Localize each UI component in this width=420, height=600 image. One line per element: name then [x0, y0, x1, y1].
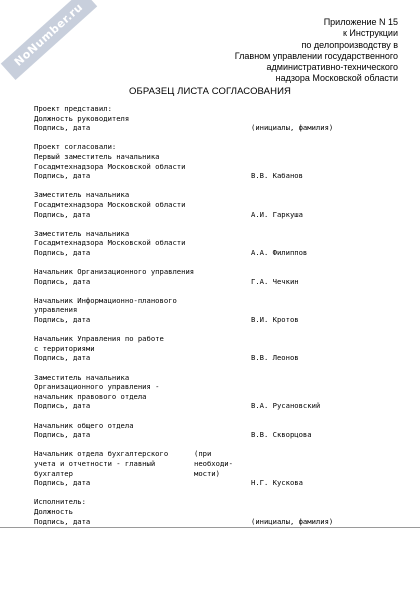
approval-text: Исполнитель:: [34, 497, 86, 507]
approval-text: учета и отчетности - главный: [34, 458, 156, 468]
signatory-name: А.И. Гаркуша: [251, 209, 303, 219]
approval-note: необходи-: [194, 458, 233, 468]
approval-text: Должность: [34, 506, 73, 516]
approval-block: [34, 334, 364, 363]
approval-text: Подпись, дата: [34, 276, 91, 286]
approval-line: [34, 517, 364, 527]
approval-text: Подпись, дата: [34, 478, 91, 488]
appendix-line: по делопроизводству в: [301, 39, 398, 50]
signatory-name: В.В. Леонов: [251, 353, 299, 363]
approval-line: [34, 248, 364, 258]
approval-line: [34, 152, 364, 162]
approval-line: [34, 469, 364, 479]
signatory-name: Н.Г. Кускова: [251, 478, 303, 488]
approval-line: [34, 210, 364, 220]
approval-line: [34, 382, 364, 392]
approval-line: [34, 507, 364, 517]
approval-text: Заместитель начальника: [34, 228, 130, 238]
approval-text: бухгалтер: [34, 468, 73, 478]
approval-line: [34, 430, 364, 440]
approval-block: [34, 190, 364, 219]
approval-line: [34, 200, 364, 210]
approval-line: [34, 123, 364, 133]
approval-line: [34, 229, 364, 239]
approval-text: Госадмтехнадзора Московской области: [34, 238, 186, 248]
signatory-name: В.В. Скворцова: [251, 430, 312, 440]
approval-line: [34, 449, 364, 459]
approval-text: Заместитель начальника: [34, 190, 130, 200]
appendix-line: административно-технического: [266, 62, 398, 73]
approval-text: Начальник Организационного управления: [34, 267, 195, 277]
approval-text: Проект представил:: [34, 104, 112, 113]
approval-line: [34, 162, 364, 172]
approval-text: Заместитель начальника: [34, 372, 130, 382]
approval-line: [34, 478, 364, 488]
approval-text: Подпись, дата: [34, 401, 91, 411]
signatory-name: В.А. Русановский: [251, 401, 321, 411]
approval-text: Первый заместитель начальника: [34, 151, 160, 161]
approval-line: [34, 114, 364, 124]
approval-line: [34, 459, 364, 469]
approval-note: (при: [194, 449, 212, 459]
appendix-line: к Инструкции: [342, 28, 398, 39]
approval-text: Подпись, дата: [34, 209, 91, 219]
approval-list: [34, 104, 364, 536]
approval-text: Подпись, дата: [34, 123, 91, 133]
approval-block: [34, 229, 364, 258]
approval-note: мости): [194, 468, 220, 478]
approval-text: начальник правового отдела: [34, 391, 147, 401]
divider: [0, 527, 420, 528]
approval-text: Начальник общего отдела: [34, 420, 134, 430]
approval-text: Подпись, дата: [34, 171, 91, 181]
approval-text: Организационного управления -: [34, 382, 160, 392]
approval-line: [34, 296, 364, 306]
approval-line: [34, 104, 364, 114]
approval-text: Должность руководителя: [34, 113, 130, 123]
approval-block: [34, 104, 364, 133]
approval-line: [34, 373, 364, 383]
approval-text: Подпись, дата: [34, 247, 91, 257]
approval-line: [34, 392, 364, 402]
signatory-name: Г.А. Чечкин: [251, 276, 299, 286]
approval-block: [34, 421, 364, 440]
approval-text: Госадмтехнадзора Московской области: [34, 199, 186, 209]
approval-block: [34, 449, 364, 487]
approval-text: Госадмтехнадзора Московской области: [34, 161, 186, 171]
approval-text: Подпись, дата: [34, 516, 91, 526]
approval-line: [34, 171, 364, 181]
approval-text: Проект согласовали:: [34, 142, 117, 152]
appendix-line: надзора Московской области: [275, 73, 398, 84]
approval-line: [34, 267, 364, 277]
appendix-header: [235, 17, 398, 85]
approval-line: [34, 421, 364, 431]
document-title: ОБРАЗЕЦ ЛИСТА СОГЛАСОВАНИЯ: [129, 86, 291, 97]
approval-text: с территориями: [34, 343, 95, 353]
watermark-logo: NoNumber.ru: [1, 0, 97, 80]
approval-line: [34, 238, 364, 248]
approval-block: [34, 267, 364, 286]
signatory-name: В.В. Кабанов: [251, 171, 303, 181]
approval-line: [34, 277, 364, 287]
approval-text: Начальник отдела бухгалтерского: [34, 449, 169, 459]
approval-block: [34, 497, 364, 526]
signatory-name: (инициалы, фамилия): [251, 123, 334, 133]
approval-text: Подпись, дата: [34, 430, 91, 440]
approval-line: [34, 344, 364, 354]
approval-text: Начальник Управления по работе: [34, 334, 164, 344]
approval-block: [34, 142, 364, 180]
approval-line: [34, 142, 364, 152]
signatory-name: В.И. Кротов: [251, 315, 299, 325]
appendix-line: Главном управлении государственного: [234, 50, 398, 61]
approval-line: [34, 334, 364, 344]
approval-line: [34, 401, 364, 411]
approval-line: [34, 353, 364, 363]
approval-block: [34, 373, 364, 411]
appendix-line: Приложение N 15: [323, 17, 398, 27]
signatory-name: А.А. Филиппов: [251, 247, 308, 257]
approval-line: [34, 315, 364, 325]
approval-text: управления: [34, 305, 78, 315]
signatory-name: (инициалы, фамилия): [251, 516, 334, 526]
approval-text: Подпись, дата: [34, 353, 91, 363]
approval-line: [34, 305, 364, 315]
approval-line: [34, 497, 364, 507]
approval-text: Начальник Информационно-планового: [34, 295, 177, 305]
approval-block: [34, 296, 364, 325]
approval-text: Подпись, дата: [34, 315, 91, 325]
approval-line: [34, 190, 364, 200]
